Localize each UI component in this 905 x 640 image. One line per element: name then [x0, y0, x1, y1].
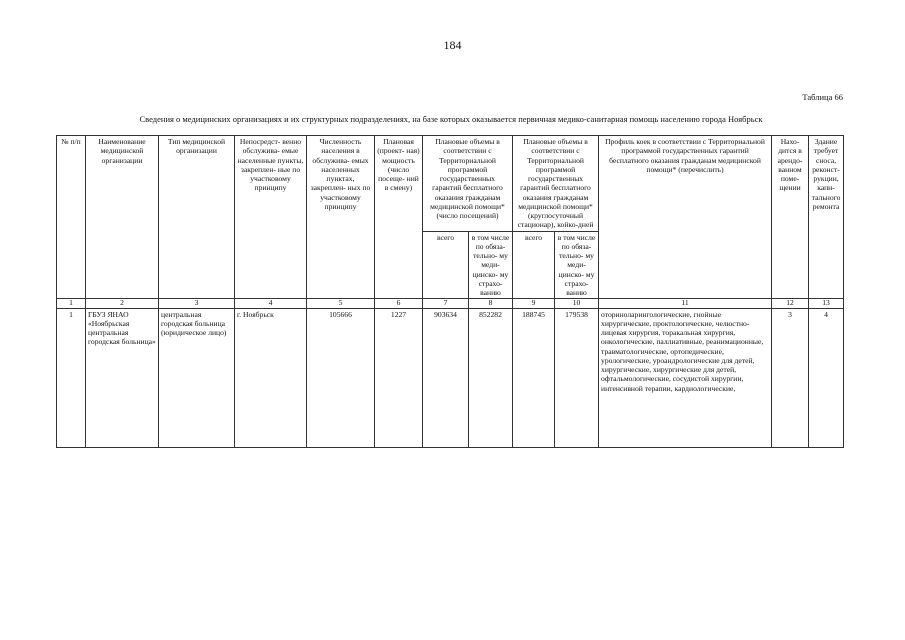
column-number: 5	[307, 299, 375, 308]
header-num: № п/п	[57, 136, 86, 299]
column-number: 8	[469, 299, 513, 308]
header-type: Тип медицинской организации	[159, 136, 235, 299]
table-label: Таблица 66	[802, 92, 843, 102]
header-name: Наименование медицинской организации	[86, 136, 159, 299]
organization-type: центральная городская больница (юридическое лицо)	[159, 308, 235, 447]
header-population: Численность населения в обслужива- емых населенных пунктах, закреплен- ных по участковому принципу	[307, 136, 375, 299]
header-row	[57, 136, 844, 232]
visits-oms: 852282	[469, 308, 513, 447]
table-row	[57, 308, 844, 447]
settlement: г. Ноябрьск	[235, 308, 307, 447]
column-number-row	[57, 299, 844, 308]
visits-total: 903634	[423, 308, 469, 447]
header-settlements: Непосредст- венно обслужива- емые населенные пункты, закреплен- ные по участковому принципу	[235, 136, 307, 299]
rebuild-required: 4	[809, 308, 844, 447]
page-number: 184	[443, 38, 462, 52]
column-number: 6	[375, 299, 423, 308]
table-caption: Сведения о медицинских организациях и их структурных подразделениях, на базе которых оказывается первичная медико-санитарная помощь населению города Ноябрьск	[139, 114, 763, 124]
population: 105666	[307, 308, 375, 447]
header-rented: Нахо- дится в арендо- ванном поме- щении	[772, 136, 809, 299]
column-number: 2	[86, 299, 159, 308]
medical-organizations-table	[56, 135, 844, 448]
column-number: 12	[772, 299, 809, 308]
column-number: 11	[599, 299, 772, 308]
column-number: 3	[159, 299, 235, 308]
subheader-visits-total: всего	[423, 231, 469, 299]
subheader-beddays-total: всего	[513, 231, 555, 299]
beddays-total: 188745	[513, 308, 555, 447]
column-number: 1	[57, 299, 86, 308]
subheader-beddays-oms: в том числе по обяза- тельно- му меди- цинско- му страхо- ванию	[555, 231, 599, 299]
column-number: 9	[513, 299, 555, 308]
column-number: 7	[423, 299, 469, 308]
row-num: 1	[57, 308, 86, 447]
bed-profile: оториноларингологические, гнойные хирургические, проктологические, челюстно-лицевая хирургия, торакальная хирургия, онкологические, паллиативные, реанимационные, травматологические, ортопедические, урологические, уроандрологические для детей, хирургические, хирургические для детей, офтальмологические, сосудистой хирургии, интенсивной терапии, кардиологические,	[599, 308, 772, 447]
column-number: 10	[555, 299, 599, 308]
subheader-visits-oms: в том числе по обяза- тельно- му меди- цинско- му страхо- ванию	[469, 231, 513, 299]
header-planned-visits: Плановые объемы в соответствии с Территориальной программой государственных гарантий бесплатного оказания гражданам медицинской помощи* (число посещений)	[423, 136, 513, 232]
rented-premises: 3	[772, 308, 809, 447]
capacity: 1227	[375, 308, 423, 447]
header-rebuild: Здание требует сноса, реконст- рукции, капи- тального ремонта	[809, 136, 844, 299]
column-number: 4	[235, 299, 307, 308]
header-planned-beddays: Плановые объемы в соответствии с Территориальной программой государственных гарантий бесплатного оказания гражданам медицинской помощи* (круглосуточный стационар), койко-дней	[513, 136, 599, 232]
beddays-oms: 179538	[555, 308, 599, 447]
organization-name: ГБУЗ ЯНАО «Ноябрьская центральная городская больница»	[86, 308, 159, 447]
header-bed-profile: Профиль коек в соответствии с Территориальной программой государственных гарантий бесплатного оказания гражданам медицинской помощи* (перечислить)	[599, 136, 772, 299]
header-capacity: Плановая (проект- ная) мощность (число посеще- ний в смену)	[375, 136, 423, 299]
column-number: 13	[809, 299, 844, 308]
